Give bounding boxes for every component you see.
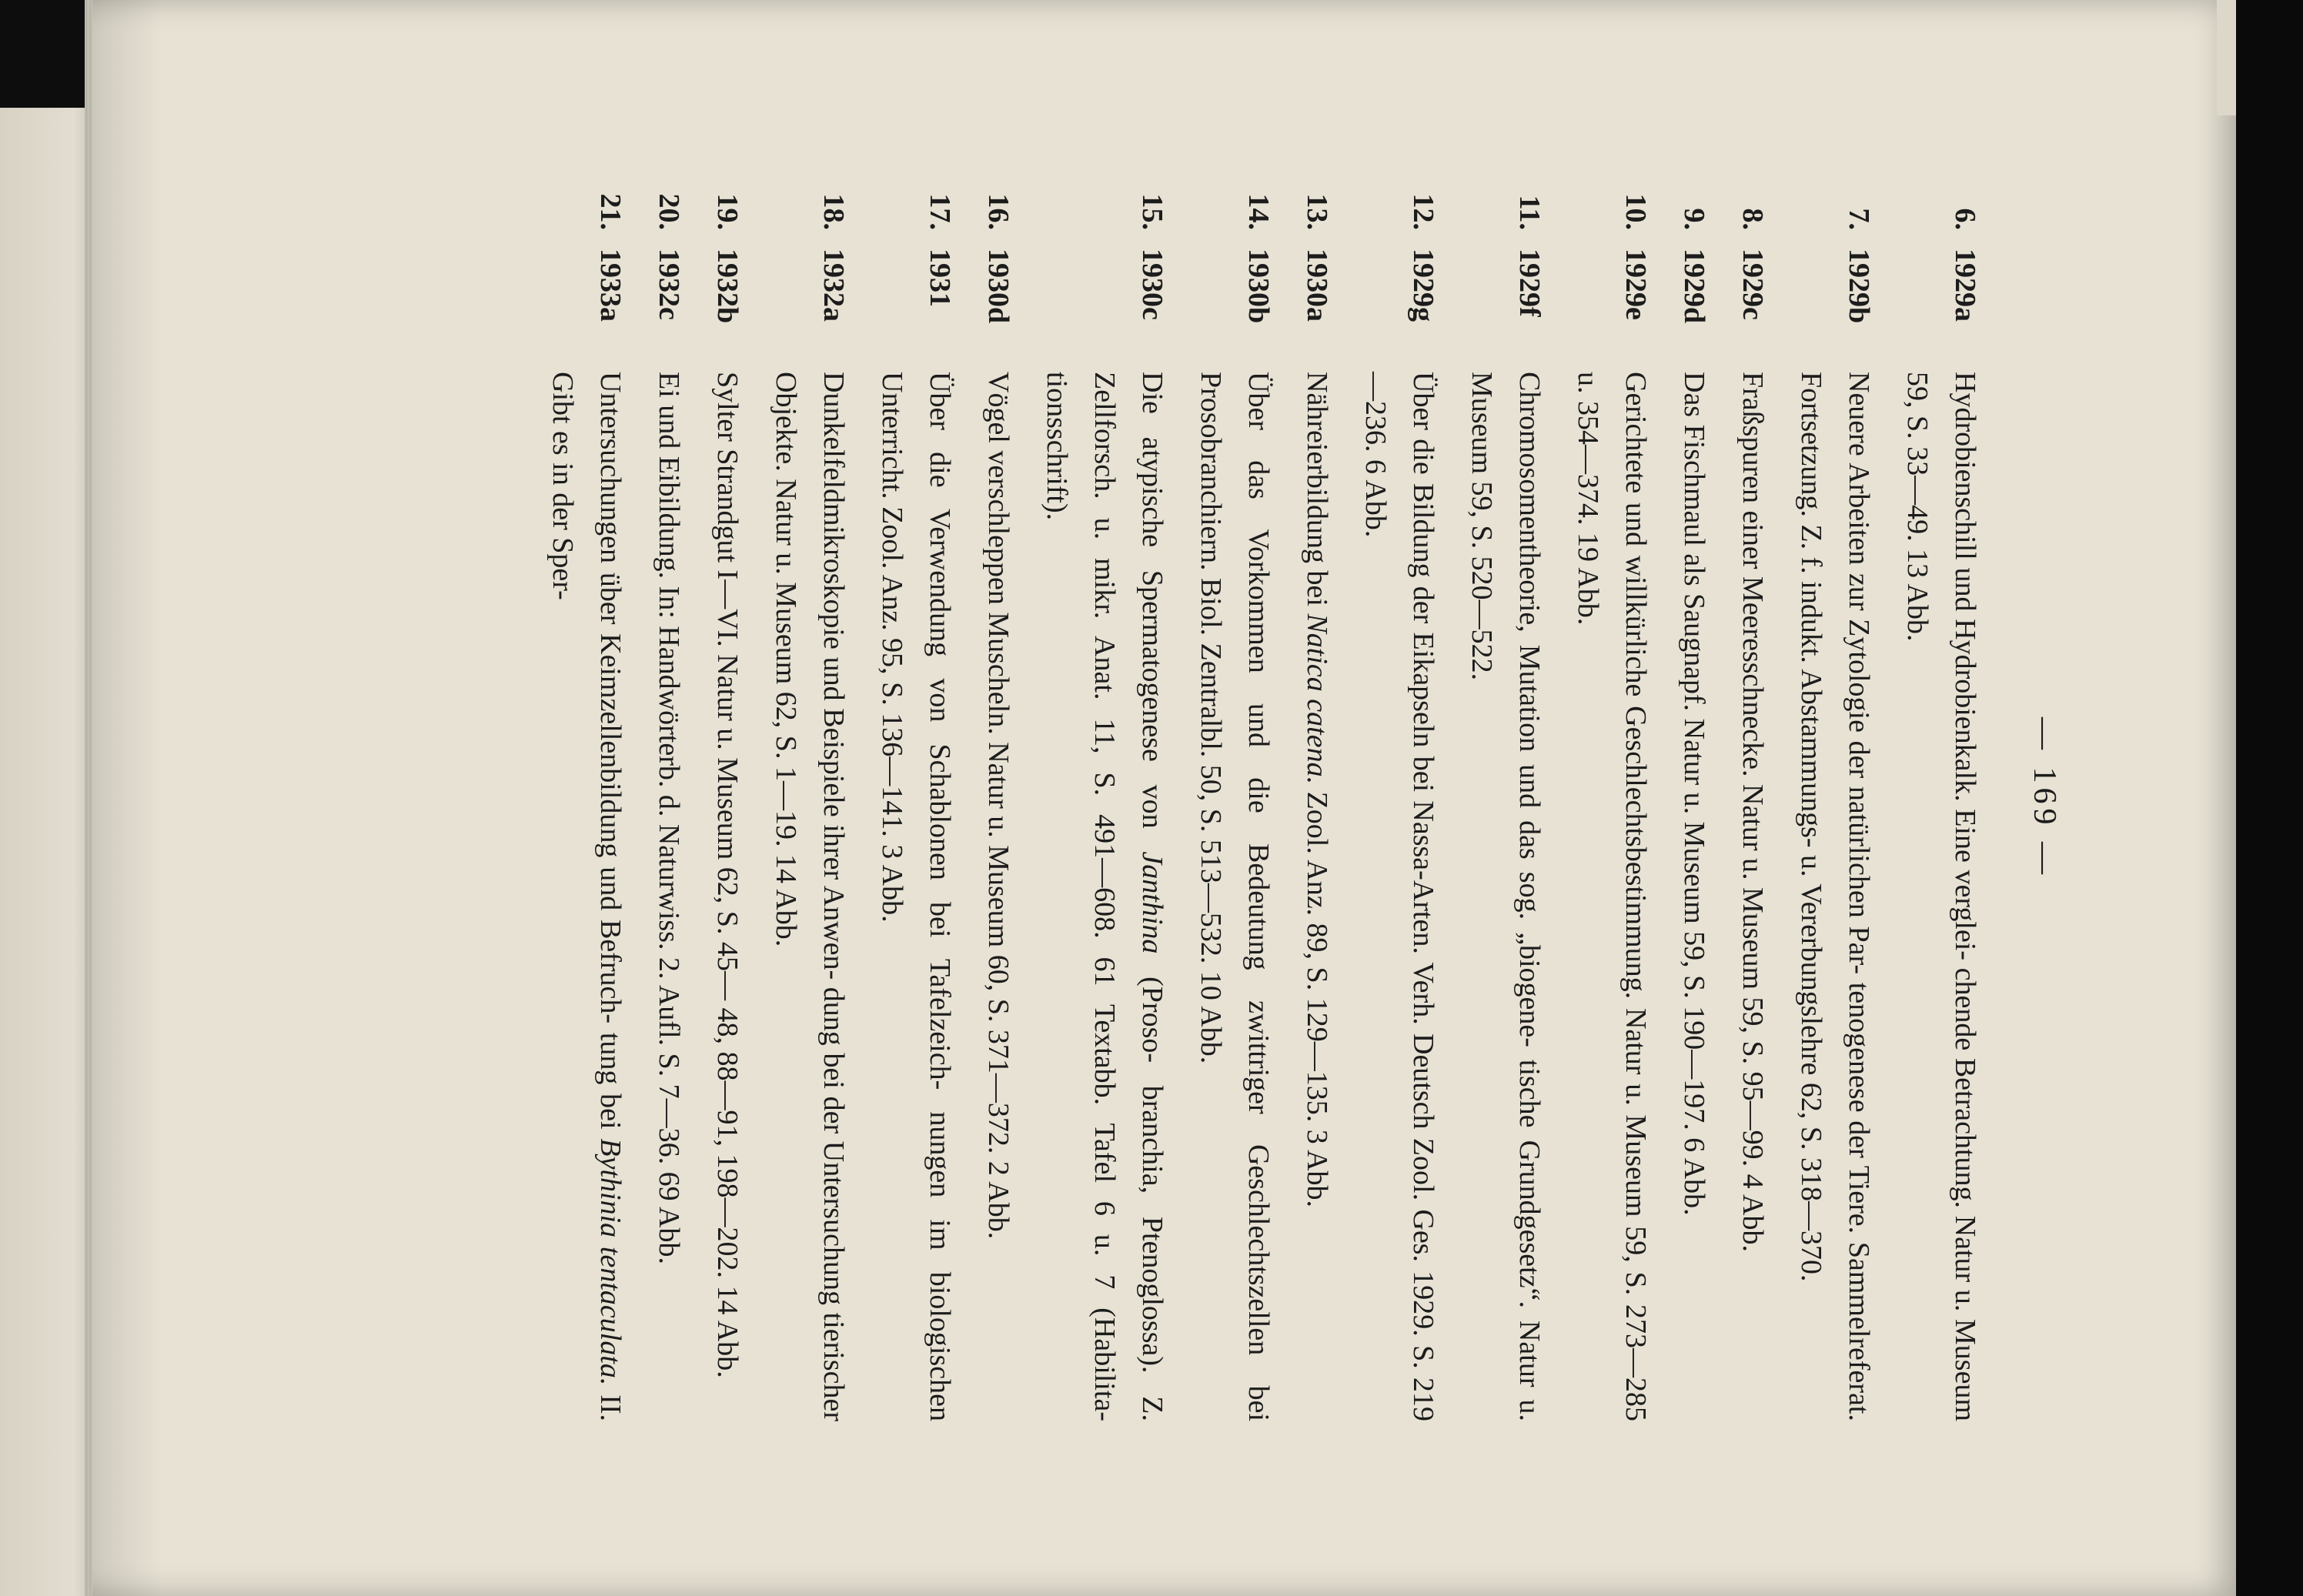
entry-year: 1930a	[1301, 249, 1333, 322]
entry-number: 20.	[653, 193, 685, 230]
entry-number: 18.	[817, 193, 850, 230]
entry-year: 1932a	[817, 249, 850, 322]
entry-number: 10.	[1619, 193, 1652, 230]
bibliography-entry	[1894, 175, 1989, 1421]
entry-year: 1933a	[594, 249, 627, 322]
entry-text: Über das Vorkommen und die Bedeutung zwittriger Geschlechtszellen bei Prosobranchiern. Biol. Zentralbl. 50, S. 513—532. 10 Abb.	[1195, 372, 1275, 1421]
entry-text-part: Nähreierbildung bei	[1301, 372, 1333, 614]
entry-text: Chromosomentheorie, Mutation und das sog. „biogene- tische Grundgesetz“. Natur u. Museum 59, S. 520—522.	[1466, 372, 1546, 1421]
entry-number: 9.	[1678, 208, 1710, 230]
bibliography-entry	[1352, 175, 1447, 1421]
bibliography-entry	[645, 175, 693, 1421]
entry-text	[1033, 372, 1176, 1421]
entry-number: 8.	[1736, 208, 1769, 230]
entry-text: Vögel verschleppen Muscheln. Natur u. Museum 60, S. 371—372. 2 Abb.	[982, 372, 1014, 1240]
entry-year: 1929e	[1619, 249, 1652, 320]
entry-text: Neuere Arbeiten zur Zytologie der natürlichen Par- tenogenese der Tiere. Sammelreferat. Fortsetzung. Z. f. indukt. Abstammungs- u. Vererbungslehre 62, S. 318—370.	[1795, 372, 1875, 1421]
entry-year: 1932b	[711, 249, 744, 324]
bibliography-entry	[1033, 175, 1176, 1421]
entry-text: Gerichtete und willkürliche Geschlechtsbestimmung. Natur u. Museum 59, S. 273—285 u. 354—374. 19 Abb.	[1572, 372, 1652, 1421]
bibliography-entry	[868, 175, 964, 1421]
entry-text-part: Die atypische Spermatogenese von	[1136, 372, 1168, 852]
entry-text: Über die Verwendung von Schablonen bei Tafelzeich- nungen im biologischen Unterricht. Zool. Anz. 95, S. 136—141. 3 Abb.	[876, 372, 956, 1421]
entry-year: 1930d	[982, 249, 1014, 324]
entry-text: Fraßspuren einer Meeresschnecke. Natur u. Museum 59, S. 95—99. 4 Abb.	[1736, 372, 1769, 1252]
entry-text: Ei und Eibildung. In: Handwörterb. d. Naturwiss. 2. Aufl. S. 7—36. 69 Abb.	[653, 372, 685, 1264]
bibliography-entry	[704, 175, 751, 1421]
entry-year: 1932c	[653, 249, 685, 320]
bibliography-entry	[1293, 175, 1341, 1421]
entry-species-name: Janthina	[1136, 851, 1168, 954]
entry-text: Hydrobienschill und Hydrobienkalk. Eine verglei- chende Betrachtung. Natur u. Museum 59, S. 33—49. 13 Abb.	[1901, 372, 1981, 1421]
gutter-shadow	[85, 0, 162, 1596]
entry-text: Dunkelfeldmikroskopie und Beispiele ihrer Anwen- dung bei der Untersuchung tierischer Objekte. Natur u. Museum 62, S. 1—19. 14 Abb.	[770, 372, 850, 1421]
bibliography-entry	[1564, 175, 1660, 1421]
entry-text	[539, 372, 634, 1421]
entry-year: 1929g	[1407, 249, 1439, 322]
bibliography-entry	[1787, 175, 1883, 1421]
bibliography-entry	[974, 175, 1022, 1421]
bibliography-entry	[1458, 175, 1553, 1421]
entry-number: 15.	[1136, 193, 1168, 230]
rotated-text-block	[185, 175, 2063, 1421]
entry-year: 1930c	[1136, 249, 1168, 320]
bibliography-entry	[1187, 175, 1282, 1421]
entry-text-part: (Proso- branchia, Ptenoglossa). Z. Zellforsch. u. mikr. Anat. 11, S. 491—608. 61 Textabb. Tafel 6 u. 7 (Habilita- tionsschrift).	[1041, 372, 1168, 1421]
bibliography-entry	[1729, 175, 1777, 1421]
entry-year: 1929d	[1678, 249, 1710, 324]
dark-background-corner	[0, 0, 85, 108]
entry-year: 1929a	[1949, 249, 1981, 322]
entry-text-part: Untersuchungen über Keimzellenbildung und Befruch- tung bei	[594, 372, 627, 1139]
entry-number: 19.	[711, 193, 744, 230]
entry-number: 16.	[982, 193, 1014, 230]
entry-year: 1931	[924, 249, 956, 307]
entry-number: 13.	[1301, 193, 1333, 230]
entry-number: 11.	[1513, 195, 1546, 230]
entry-text	[1293, 372, 1341, 1421]
entry-text-part: Zool. Anz. 89, S. 129—135. 3 Abb.	[1301, 784, 1333, 1208]
bibliography-list	[539, 175, 1989, 1421]
entry-species-name: Bythinia tentaculata.	[594, 1138, 627, 1386]
bibliography-entry	[1670, 175, 1718, 1421]
entry-number: 14.	[1242, 193, 1275, 230]
entry-year: 1930b	[1242, 249, 1275, 324]
entry-text: Über die Bildung der Eikapseln bei Nassa-Arten. Verh. Deutsch Zool. Ges. 1929. S. 219—236. 6 Abb.	[1359, 372, 1439, 1421]
entry-number: 7.	[1843, 208, 1875, 230]
entry-text-part: II. Gibt es in der Sper-	[547, 372, 627, 1422]
entry-year: 1929b	[1843, 249, 1875, 324]
bibliography-entry	[762, 175, 857, 1421]
entry-year: 1929c	[1736, 249, 1769, 320]
entry-year: 1929f	[1513, 249, 1546, 317]
entry-number: 21.	[594, 193, 627, 230]
entry-number: 6.	[1949, 208, 1981, 230]
entry-number: 17.	[924, 193, 956, 230]
entry-number: 12.	[1407, 193, 1439, 230]
dark-background-edge	[2236, 0, 2303, 1596]
bibliography-entry	[539, 175, 634, 1421]
page-number: — 169 —	[2027, 717, 2062, 879]
entry-text: Das Fischmaul als Saugnapf. Natur u. Museum 59, S. 190—197. 6 Abb.	[1678, 372, 1710, 1216]
entry-text: Sylter Strandgut I—VI. Natur u. Museum 62, S. 45— 48, 88—91, 198—202. 14 Abb.	[711, 372, 744, 1378]
entry-species-name: Natica catena.	[1301, 613, 1333, 785]
